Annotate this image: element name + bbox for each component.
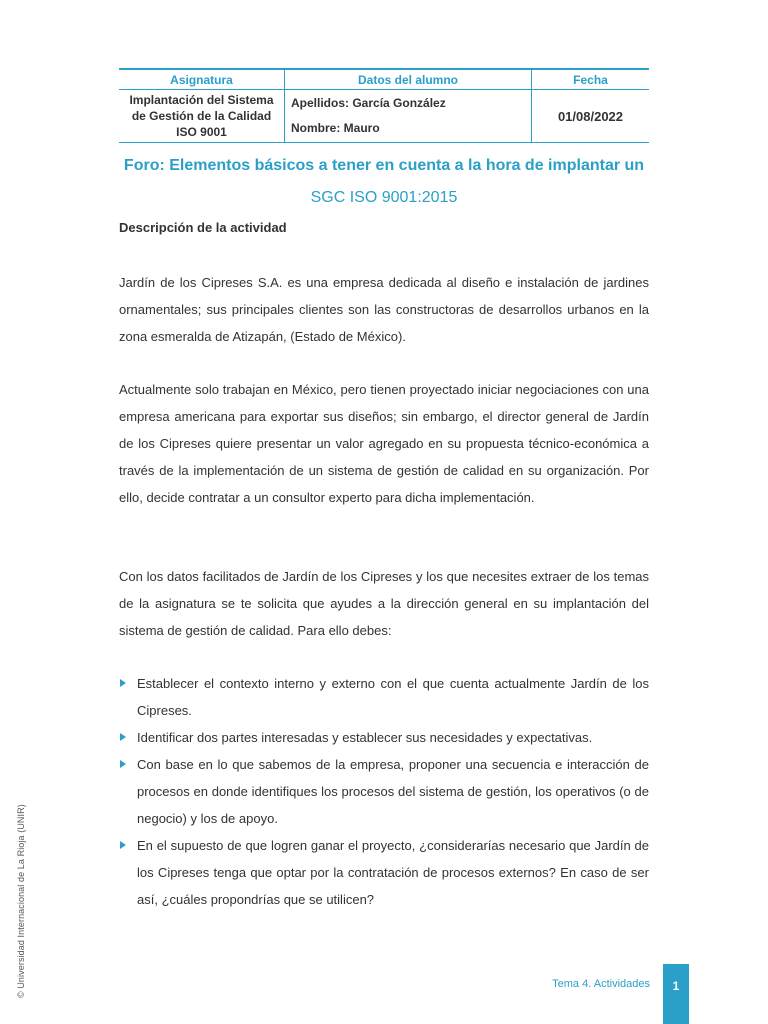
header-values-row (119, 90, 649, 143)
bullet-triangle-icon (120, 733, 126, 741)
bullet-triangle-icon (120, 760, 126, 768)
list-item (119, 751, 649, 832)
student-name: Nombre: Mauro (291, 121, 380, 135)
column-header-date: Fecha (532, 69, 650, 90)
student-surname: Apellidos: García González (291, 96, 446, 110)
footer-topic: Tema 4. Actividades (552, 978, 650, 990)
page-number: 1 (663, 964, 689, 1024)
list-item-text: En el supuesto de que logren ganar el proyecto, ¿considerarías necesario que Jardín de los Cipreses tenga que optar por la contratación de procesos externos? En caso de ser así, ¿cuáles propondrías que se utilicen? (137, 838, 649, 907)
bullet-triangle-icon (120, 841, 126, 849)
list-item (119, 832, 649, 913)
list-item (119, 724, 649, 751)
page-title-line-1: Foro: Elementos básicos a tener en cuenta a la hora de implantar un (123, 157, 645, 174)
date-cell: 01/08/2022 (532, 90, 650, 143)
column-header-subject: Asignatura (119, 69, 285, 90)
subject-cell: Implantación del Sistema de Gestión de la Calidad ISO 9001 (119, 90, 285, 143)
copyright-side-text: © Universidad Internacional de La Rioja (UNIR) (16, 804, 26, 998)
bullet-triangle-icon (120, 679, 126, 687)
student-cell (285, 90, 532, 143)
paragraph-task: Con los datos facilitados de Jardín de los Cipreses y los que necesites extraer de los temas de la asignatura se te solicita que ayudes a la dirección general en su implantación del sistema de gestión de calidad. Para ello debes: (119, 569, 649, 638)
list-item-text: Identificar dos partes interesadas y establecer sus necesidades y expectativas. (137, 730, 593, 745)
task-list (119, 670, 649, 913)
section-heading: Descripción de la actividad (119, 220, 287, 235)
list-item-text: Establecer el contexto interno y externo con el que cuenta actualmente Jardín de los Cipreses. (137, 676, 649, 718)
list-item (119, 670, 649, 724)
paragraph-context: Actualmente solo trabajan en México, pero tienen proyectado iniciar negociaciones con una empresa americana para exportar sus diseños; sin embargo, el director general de Jardín de los Cipreses quiere presentar un valor agregado en su propuesta técnico-económica a través de la implementación de un sistema de gestión de calidad en su organización. Por ello, decide contratar a un consultor experto para dicha implementación. (119, 382, 649, 505)
list-item-text: Con base en lo que sabemos de la empresa, proponer una secuencia e interacción de procesos en donde identifiques los procesos del sistema de gestión, los operativos (o de negocio) y los de apoyo. (137, 757, 649, 826)
column-header-student: Datos del alumno (285, 69, 532, 90)
paragraph-company: Jardín de los Cipreses S.A. es una empresa dedicada al diseño e instalación de jardines ornamentales; sus principales clientes son las constructoras de desarrollos urbanos en la zona esmeralda de Atizapán, (Estado de México). (119, 275, 649, 344)
page-title-line-2: SGC ISO 9001:2015 (310, 189, 458, 206)
header-table (119, 68, 649, 143)
header-row (119, 69, 649, 90)
